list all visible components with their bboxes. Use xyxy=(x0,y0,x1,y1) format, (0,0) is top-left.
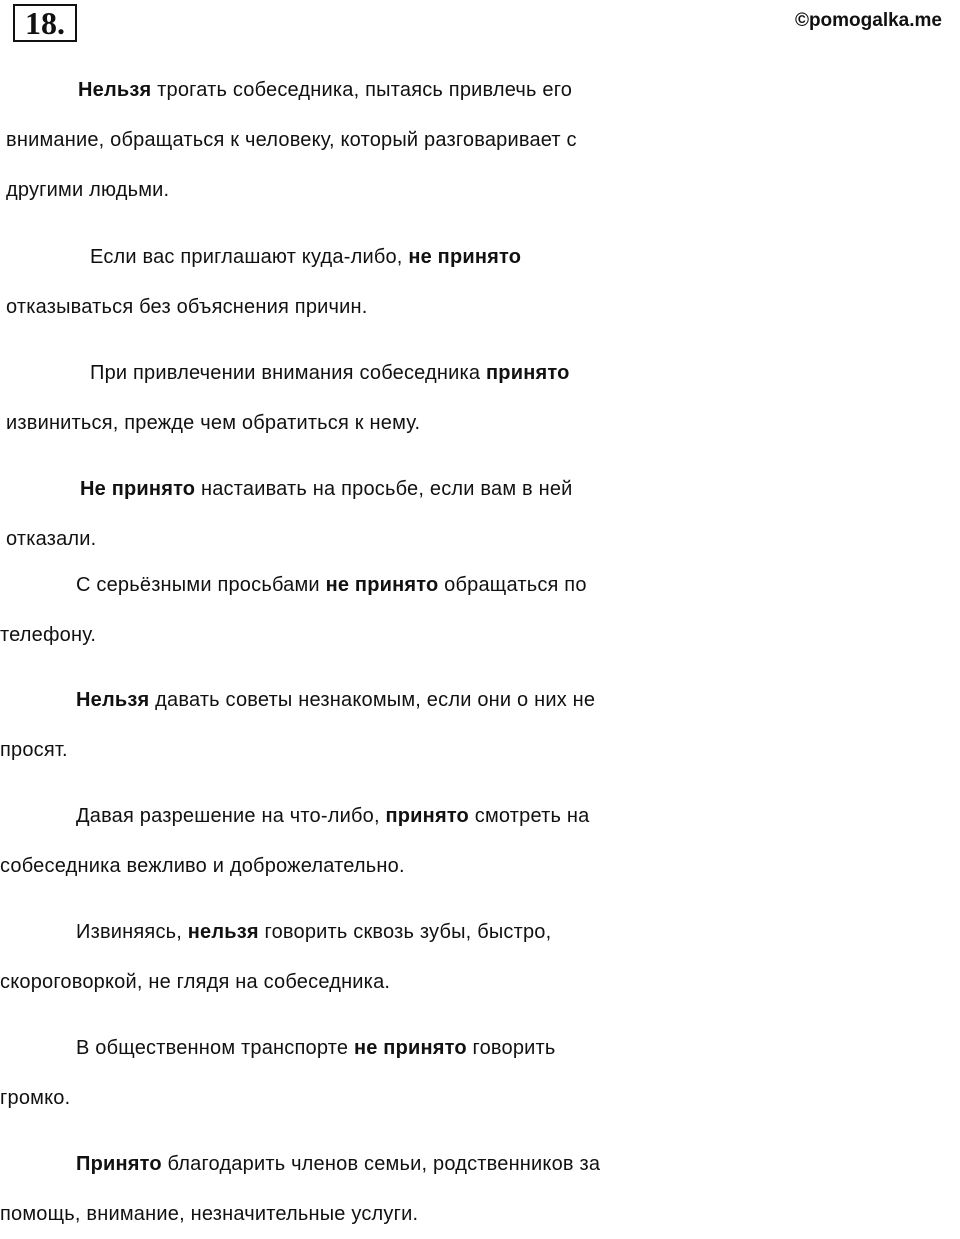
rule-paragraph xyxy=(0,1023,960,1123)
keyword-bold: Нельзя xyxy=(76,689,150,711)
paragraph-text: внимание, обращаться к человеку, который разговаривает с xyxy=(6,129,577,151)
rule-paragraph xyxy=(0,675,960,775)
rule-paragraph xyxy=(0,65,960,215)
site-credit: ©pomogalka.me xyxy=(794,10,942,31)
rule-paragraph xyxy=(0,232,960,332)
paragraph-text: помощь, внимание, незначительные услуги. xyxy=(0,1203,419,1225)
keyword-bold: Нельзя xyxy=(78,79,152,101)
rule-paragraph xyxy=(0,348,960,448)
task-number: 18. xyxy=(13,4,77,42)
paragraph-text: громко. xyxy=(0,1087,71,1109)
keyword-bold: не принято xyxy=(408,246,522,268)
paragraph-text: Извиняясь, xyxy=(76,921,188,943)
paragraph-text: настаивать на просьбе, если вам в ней xyxy=(195,478,573,500)
keyword-bold: Не принято xyxy=(80,478,196,500)
paragraph-text: благодарить членов семьи, родственников за xyxy=(161,1153,601,1175)
paragraph-text: просят. xyxy=(0,739,68,761)
paragraph-text: В общественном транспорте xyxy=(76,1037,354,1059)
paragraph-text: извиниться, прежде чем обратиться к нему. xyxy=(6,412,421,434)
paragraph-text: скороговоркой, не глядя на собеседника. xyxy=(0,971,391,993)
paragraph-text: Давая разрешение на что-либо, xyxy=(76,805,386,827)
rule-paragraph xyxy=(0,1139,960,1239)
keyword-bold: Принято xyxy=(76,1153,162,1175)
paragraph-text: отказываться без объяснения причин. xyxy=(6,296,368,318)
paragraph-text: При привлечении внимания собеседника xyxy=(90,362,486,384)
paragraph-text: обращаться по xyxy=(438,574,587,596)
paragraph-text: говорить сквозь зубы, быстро, xyxy=(258,921,552,943)
paragraph-text: С серьёзными просьбами xyxy=(76,574,326,596)
keyword-bold: нельзя xyxy=(187,921,259,943)
keyword-bold: принято xyxy=(385,805,469,827)
keyword-bold: не принято xyxy=(325,574,439,596)
keyword-bold: не принято xyxy=(353,1037,467,1059)
paragraph-text: отказали. xyxy=(6,528,97,550)
paragraph-text: трогать собеседника, пытаясь привлечь его xyxy=(151,79,573,101)
paragraph-text: собеседника вежливо и доброжелательно. xyxy=(0,855,405,877)
paragraph-text: телефону. xyxy=(0,624,97,646)
paragraph-text: смотреть на xyxy=(468,805,590,827)
rule-paragraph xyxy=(0,560,960,660)
paragraph-text: другими людьми. xyxy=(6,179,170,201)
rule-paragraph xyxy=(0,791,960,891)
paragraph-text: Если вас приглашают куда-либо, xyxy=(90,246,409,268)
rule-paragraph xyxy=(0,907,960,1007)
rule-paragraph xyxy=(0,464,960,564)
keyword-bold: принято xyxy=(486,362,570,384)
paragraph-text: давать советы незнакомым, если они о них не xyxy=(149,689,596,711)
paragraph-text: говорить xyxy=(466,1037,556,1059)
